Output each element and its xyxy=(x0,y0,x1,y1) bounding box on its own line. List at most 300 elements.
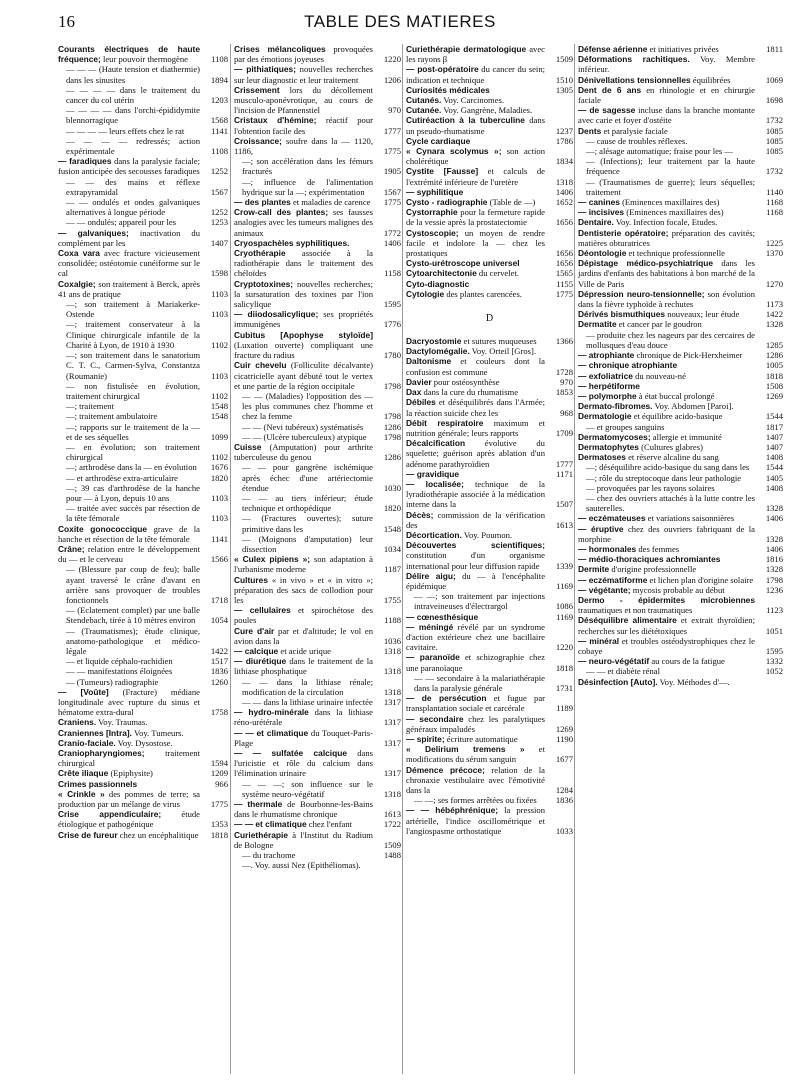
page-reference: 1317 xyxy=(383,737,401,748)
index-entry xyxy=(578,473,783,483)
index-entry xyxy=(578,401,783,411)
index-text: et troubles ostéodystrophiques chez le cobaye xyxy=(578,635,755,656)
page-reference: 1102 xyxy=(211,452,228,463)
page-reference: 1339 xyxy=(555,560,573,571)
index-entry xyxy=(406,105,573,115)
index-entry xyxy=(578,258,783,289)
index-entry xyxy=(58,217,228,227)
index-text: évolutive du squelette; guérison après ablation d'un adénome parathyroïdien xyxy=(406,438,545,469)
index-text: (Epiphysite) xyxy=(110,768,153,779)
index-entry xyxy=(234,64,401,84)
index-text: (Eminences maxillaires des) xyxy=(626,207,724,218)
index-entry xyxy=(578,85,783,105)
index-term: Délire aigu; xyxy=(406,570,456,581)
index-term: Décès; xyxy=(406,509,434,520)
page-reference: 1305 xyxy=(555,84,573,95)
page-reference: 1567 xyxy=(210,186,228,197)
page-reference: 1318 xyxy=(383,788,401,799)
index-text: au cours de la fatigue xyxy=(651,656,725,667)
index-column-3 xyxy=(402,44,573,1074)
index-entry xyxy=(234,330,401,361)
index-text: Voy. Gangrène, Maladies. xyxy=(443,105,533,116)
index-term: Décortication. xyxy=(406,529,462,540)
index-entry xyxy=(406,622,573,653)
page-reference: 1102 xyxy=(211,390,228,401)
index-entry xyxy=(58,156,228,176)
page-reference: 1103 xyxy=(211,309,228,320)
page-reference: 1328 xyxy=(765,503,783,514)
index-entry xyxy=(406,714,573,734)
index-term: — méningé xyxy=(406,621,454,632)
index-term: — cellulaires xyxy=(234,605,291,616)
index-entry xyxy=(578,564,783,574)
index-entry xyxy=(234,177,401,197)
index-term: Coxa vara xyxy=(58,248,100,259)
index-term: Dermatologie xyxy=(578,411,632,422)
index-term: — atrophiante xyxy=(578,350,635,361)
index-term: Cubitus [Apophyse styloïde] xyxy=(234,329,373,340)
page-reference: 1269 xyxy=(765,390,783,401)
page-reference: 1595 xyxy=(765,645,783,656)
index-text: et initiatives privées xyxy=(649,44,719,54)
page-reference: 1775 xyxy=(383,197,401,208)
index-column-2 xyxy=(230,44,401,1074)
index-entry xyxy=(578,381,783,391)
index-text: — — pour gangrène ischémique après échec d'une artériectomie étendue xyxy=(242,462,373,493)
index-term: Craniennes [Intra]. xyxy=(58,727,132,738)
index-text: et déséquilibrés dans l'Armée; la réaction suicide chez les xyxy=(406,397,545,418)
index-entry xyxy=(58,677,228,687)
index-entry xyxy=(58,136,228,156)
index-entry xyxy=(58,768,228,778)
index-entry xyxy=(406,734,573,744)
index-term: Davier xyxy=(406,376,432,387)
index-entry xyxy=(578,483,783,493)
index-entry xyxy=(578,493,783,513)
index-text: —; alésage automatique; fraise pour les — xyxy=(586,146,734,157)
page-reference: 1252 xyxy=(210,166,228,177)
page-reference: 1594 xyxy=(210,758,228,769)
index-entry xyxy=(234,279,401,310)
index-entry xyxy=(406,115,573,135)
index-text: — — manifestations éloignées xyxy=(66,666,173,677)
index-entry xyxy=(234,860,401,870)
index-text: Voy. Infection focale, Etudes. xyxy=(615,217,718,228)
index-text: et modifications du sérum sanguin xyxy=(406,744,545,765)
page-reference: 1366 xyxy=(555,336,573,347)
page-title: TABLE DES MATIERES xyxy=(304,12,496,31)
index-text: — provoquées par les rayons solaires xyxy=(586,482,715,493)
index-entry xyxy=(58,473,228,483)
index-entry xyxy=(58,64,228,84)
index-entry xyxy=(406,258,573,268)
page-reference: 1406 xyxy=(765,513,783,524)
page-reference: 1818 xyxy=(555,662,573,673)
index-term: Dax xyxy=(406,387,422,398)
index-text: — — — (Haute tension et diathermie) dans les sinusites xyxy=(66,64,200,85)
page-reference: 970 xyxy=(388,105,401,116)
index-term: Dérivés bismuthiques xyxy=(578,309,666,320)
page-reference: 1052 xyxy=(765,666,783,677)
page-reference: 1284 xyxy=(555,785,573,796)
index-entry xyxy=(234,360,401,391)
index-entry xyxy=(406,377,573,387)
index-term: Craniens. xyxy=(58,717,97,728)
page-reference: 1722 xyxy=(383,819,401,830)
index-term: — — et climatique xyxy=(234,819,307,830)
index-text: et maladies de carence xyxy=(292,197,371,208)
index-term: Cranio-faciale. xyxy=(58,737,116,748)
index-entry xyxy=(578,360,783,370)
index-text: et extrait thyroïdien; recherches sur les diététoxiques xyxy=(578,615,755,636)
index-term: Cristaux d'hémine; xyxy=(234,115,317,126)
index-entry xyxy=(406,387,573,397)
page-reference: 1169 xyxy=(556,611,573,622)
page-reference: 1732 xyxy=(765,115,783,126)
page-reference: 1317 xyxy=(383,717,401,728)
index-text: — et groupes sanguins xyxy=(586,421,665,432)
index-text: — (Traumatismes); étude clinique, anatomo-pathologique et médico-légale xyxy=(66,625,200,656)
index-entry xyxy=(234,309,401,329)
index-text: chez un encéphalitique xyxy=(119,829,199,840)
index-text: —; rapports sur le traitement de la — et de ses séquelles xyxy=(66,421,200,442)
index-term: — canines xyxy=(578,197,620,208)
index-entry xyxy=(406,228,573,259)
index-text: —; traitement conservateur à la Clinique chirurgicale infantile de la Charité à Lyon, de 1910 à 1930 xyxy=(66,319,200,350)
index-text: pour ostéosynthèse xyxy=(433,376,500,387)
index-entry xyxy=(58,830,228,840)
index-term: — exfoliatrice xyxy=(578,370,633,381)
index-text: — et arthrodèse extra-articulaire xyxy=(66,472,178,483)
page-reference: 1598 xyxy=(210,268,228,279)
index-term: Cultures xyxy=(234,574,268,585)
index-text: mycosis probable au début xyxy=(632,584,725,595)
index-entry xyxy=(58,809,228,829)
index-text: relation de la chronaxie vestibulaire avec l'émotivité dans la xyxy=(406,764,545,796)
index-entry xyxy=(578,177,783,197)
index-term: Dentaire. xyxy=(578,217,614,228)
index-entry xyxy=(234,677,401,697)
page-reference: 1775 xyxy=(383,146,401,157)
index-text: — — (Nevi tubéreux) systématisés xyxy=(242,421,364,432)
index-entry xyxy=(406,279,573,289)
index-text: écriture automatique xyxy=(446,734,518,744)
page-reference: 1780 xyxy=(383,350,401,361)
index-text: traitement chirurgical xyxy=(58,748,200,769)
index-entry xyxy=(406,44,573,64)
index-term: — localisée; xyxy=(406,478,464,489)
page-reference: 1270 xyxy=(765,278,783,289)
index-term: « Culex pipiens »; xyxy=(234,554,311,565)
index-term: — eczémateuses xyxy=(578,513,646,524)
page-reference: 1698 xyxy=(765,95,783,106)
index-entry xyxy=(578,656,783,666)
page-reference: 1269 xyxy=(555,723,573,734)
index-term: — herpétiforme xyxy=(578,380,640,391)
index-term: — paranoïde xyxy=(406,652,460,663)
page-reference: 970 xyxy=(560,376,573,387)
index-entry xyxy=(578,54,783,74)
index-text: nouveaux; leur étude xyxy=(667,309,740,320)
index-entry xyxy=(58,728,228,738)
index-entry xyxy=(58,248,228,279)
page-reference: 1099 xyxy=(210,431,228,442)
index-entry xyxy=(58,228,228,248)
index-term: Cutanée. xyxy=(406,105,442,116)
index-term: Dermite xyxy=(578,564,610,575)
page-reference: 1086 xyxy=(555,601,573,612)
index-text: — —; son traitement par injections intraveineuses d'électrargol xyxy=(414,591,545,612)
index-text: ses fausses analogies avec les tumeurs malignes des animaux xyxy=(234,207,373,238)
index-entry xyxy=(578,75,783,85)
page-reference: 1318 xyxy=(383,666,401,677)
page-reference: 1317 xyxy=(383,697,401,707)
index-term: Cuisse xyxy=(234,441,262,452)
index-entry xyxy=(406,591,573,611)
index-text: — — — — leurs effets chez le rat xyxy=(66,125,185,136)
page-reference: 1140 xyxy=(766,186,783,197)
page-reference: 1775 xyxy=(210,799,228,810)
index-term: — eczématiforme xyxy=(578,574,648,585)
page-reference: 1836 xyxy=(210,666,228,677)
index-text: ses propriétés immunigènes xyxy=(234,309,373,330)
page-reference: 1108 xyxy=(211,54,228,65)
index-text: dans un pseudo-rhumatisme xyxy=(406,115,545,136)
page-reference: 1187 xyxy=(384,564,401,575)
index-term: — chronique atrophiante xyxy=(578,360,678,371)
index-text: nouvelles recherches sur leur diagnostic et leur traitement xyxy=(234,64,373,85)
index-term: — de sagesse xyxy=(578,105,636,116)
index-term: Dents xyxy=(578,125,602,136)
index-text: — (Tumeurs) radiographie xyxy=(66,676,159,687)
index-entry xyxy=(234,44,401,64)
index-entry xyxy=(58,544,228,564)
index-term: Curiethérapie dermatologique xyxy=(406,44,527,54)
index-text: — — (Ulcère tuberculeux) atypique xyxy=(242,431,367,442)
index-entry xyxy=(578,677,783,687)
index-entry xyxy=(234,462,401,493)
page-reference: 1285 xyxy=(765,339,783,350)
index-term: Crissement xyxy=(234,84,280,95)
index-text: — (Infections); leur traitement par la haute fréquence xyxy=(586,156,755,177)
page-reference: 1236 xyxy=(765,584,783,595)
index-text: —; déséquilibre acido-basique du sang dans les xyxy=(586,462,750,473)
page-reference: 966 xyxy=(215,778,228,789)
index-term: — calcique xyxy=(234,645,279,656)
index-entry xyxy=(58,197,228,217)
index-term: Dermatite xyxy=(578,319,617,330)
index-text: et cancer par le goudron xyxy=(618,319,702,330)
index-entry xyxy=(58,564,228,605)
index-entry xyxy=(58,748,228,768)
index-term: — végétante; xyxy=(578,584,631,595)
page-reference: 1209 xyxy=(210,768,228,779)
index-entry xyxy=(234,136,401,156)
index-term: — minéral xyxy=(578,635,620,646)
page-reference: 1158 xyxy=(384,268,401,279)
index-entry xyxy=(58,350,228,381)
index-term: Débit respiratoire xyxy=(406,417,484,428)
index-entry xyxy=(406,673,573,693)
index-entry xyxy=(234,554,401,574)
index-text: son action cholérétique xyxy=(406,146,545,167)
page-reference: 1820 xyxy=(383,503,401,514)
index-entry xyxy=(406,438,573,469)
index-entry xyxy=(234,493,401,513)
index-entry xyxy=(234,432,401,442)
index-entry xyxy=(58,687,228,718)
page-reference: 1286 xyxy=(383,452,401,463)
index-text: préparation des cavités; matières obturatrices xyxy=(578,227,755,248)
index-text: (Cultures glabres) xyxy=(641,441,703,452)
page-reference: 1507 xyxy=(555,499,573,510)
index-text: du cancer du sein; indication et technique xyxy=(406,64,546,85)
page-reference: 1405 xyxy=(765,472,783,483)
page-reference: 1225 xyxy=(765,237,783,248)
index-entry xyxy=(234,534,401,554)
index-term: — — et climatique xyxy=(234,727,309,738)
index-text: — — dans la lithiase rénale; modification de la circulation xyxy=(242,676,373,697)
index-text: et acide urique xyxy=(280,645,331,656)
index-text: « in vivo » et « in vitro »; préparation des sacs de collodion pour les xyxy=(234,574,374,605)
index-entry xyxy=(406,693,573,713)
index-text: Voy. Méthodes d'—. xyxy=(659,676,730,687)
page-reference: 1286 xyxy=(383,421,401,432)
index-text: par et d'altitude; le vol en avion dans la xyxy=(234,625,373,646)
index-term: Crête iliaque xyxy=(58,768,109,779)
index-term: — — hébéphrénique; xyxy=(406,805,499,816)
page-reference: 1816 xyxy=(765,554,783,565)
page-reference: 1353 xyxy=(210,819,228,830)
index-term: Cutanés. xyxy=(406,95,442,106)
page-number: 16 xyxy=(58,12,75,31)
index-term: Dactylomégalie. xyxy=(406,346,470,357)
index-entry xyxy=(406,397,573,417)
page-reference: 1798 xyxy=(383,411,401,422)
page-reference: 1318 xyxy=(555,176,573,187)
index-text: — —; ses formes arrêtées ou fixées xyxy=(414,795,537,806)
index-text: réactif pour l'obtention facile des xyxy=(234,115,373,136)
index-entry xyxy=(406,146,573,166)
index-entry xyxy=(234,728,401,748)
index-term: — thermale xyxy=(234,799,283,810)
index-entry xyxy=(578,615,783,635)
index-entry xyxy=(578,156,783,176)
index-text: —; traitement xyxy=(66,401,114,412)
page-reference: 1408 xyxy=(765,482,783,493)
page-reference: 1613 xyxy=(555,519,573,530)
index-text: Voy. Tumeurs. xyxy=(134,727,184,738)
index-text: —; 39 cas d'arthrodèse de la hanche pour — à Lyon, depuis 10 ans xyxy=(66,482,200,503)
page-reference: 1005 xyxy=(765,360,783,371)
index-term: Dépression neuro-tensionnelle; xyxy=(578,288,705,299)
page-reference: 1103 xyxy=(211,513,228,524)
index-text: — — et diabète rénal xyxy=(586,666,660,677)
page-reference: 1103 xyxy=(211,492,228,503)
index-term: Décalcification xyxy=(406,438,466,449)
index-text: (Fracture) médiane longitudinale avec rupture du sinus et hématome extra-dural xyxy=(58,686,200,718)
index-text: (Luxation ouverte) compliquant une fracture du radius xyxy=(234,339,373,361)
index-entry xyxy=(578,371,783,381)
index-text: — — ondulés et ondes galvaniques alternatives à longue période xyxy=(66,197,200,218)
index-entry xyxy=(58,401,228,411)
index-entry xyxy=(406,510,573,530)
page-reference: 1818 xyxy=(765,370,783,381)
index-text: étude étiologique et pathogénique xyxy=(58,809,200,830)
index-text: Voy. Abdomen [Paroi]. xyxy=(654,401,734,412)
page-reference: 1155 xyxy=(556,278,573,289)
index-text: et paralysie faciale xyxy=(603,125,668,136)
index-entry xyxy=(234,115,401,135)
page-reference: 1318 xyxy=(383,645,401,656)
index-text: chez des ouvriers fabriquant de la morphine xyxy=(578,523,755,544)
index-text: — — des mains et réflexe extrapyramidal xyxy=(66,176,200,197)
page-reference: 1252 xyxy=(210,207,228,218)
index-term: Dacryostomie xyxy=(406,336,462,347)
index-entry xyxy=(58,411,228,421)
index-text: — cause de troubles réflexes. xyxy=(586,135,688,146)
index-term: — incisives xyxy=(578,207,625,218)
page-reference: 1317 xyxy=(383,768,401,779)
page-reference: 1509 xyxy=(555,54,573,65)
index-text: du nouveau-né xyxy=(635,370,686,381)
index-term: « Crinkle » xyxy=(58,788,105,799)
index-term: Craniopharyngiomes; xyxy=(58,748,145,759)
page-reference: 1422 xyxy=(210,645,228,656)
index-entry xyxy=(578,309,783,319)
page-reference: 1033 xyxy=(555,825,573,836)
page-reference: 968 xyxy=(560,407,573,418)
index-text: soufre dans la — 1120, 1186, xyxy=(234,135,373,157)
index-text: dans l'uricistie et rôle du calcium dans l'élimination urinaire xyxy=(234,748,373,779)
page-reference: 1677 xyxy=(555,754,573,765)
page-reference: 1613 xyxy=(383,809,401,820)
index-term: Déséquilibre alimentaire xyxy=(578,615,677,626)
page-reference: 1656 xyxy=(555,248,573,259)
index-entry xyxy=(406,418,573,438)
index-entry xyxy=(406,64,573,84)
index-term: Dermo - épidermites microbiennes xyxy=(578,594,755,605)
index-text: relation entre le développement du — et le cerveau xyxy=(58,543,200,565)
page-reference: 1103 xyxy=(211,288,228,299)
index-entry xyxy=(234,248,401,279)
index-text: et spirochétose des poules xyxy=(234,605,373,626)
index-text: — traitée avec succès par résection de la tête fémorale xyxy=(66,503,200,524)
index-entry xyxy=(406,469,573,479)
index-term: — hydro-minérale xyxy=(234,707,309,718)
index-entry xyxy=(58,666,228,676)
index-entry xyxy=(578,146,783,156)
page-reference: 1189 xyxy=(556,703,573,714)
page-reference: 1220 xyxy=(555,642,573,653)
index-term: — — sulfatée calcique xyxy=(234,748,348,759)
page-reference: 1517 xyxy=(210,656,228,667)
index-term: — syphilitique xyxy=(406,186,464,197)
index-text: avec fracture vicieusement consolidée; ostéotomie cunéiforme sur le cal xyxy=(58,248,200,279)
index-text: et lichen plan d'origine solaire xyxy=(649,574,754,585)
index-entry xyxy=(234,85,401,116)
page-reference: 1566 xyxy=(210,554,228,565)
index-text: du cervelet. xyxy=(478,268,519,279)
index-entry xyxy=(406,530,573,540)
index-text: — — dans la lithiase urinaire infectée xyxy=(242,697,373,707)
page-reference: 1565 xyxy=(555,268,573,279)
index-entry xyxy=(406,336,573,346)
index-entry xyxy=(578,452,783,462)
index-entry xyxy=(578,391,783,401)
index-text: — et liquide céphalo-rachidien xyxy=(66,656,173,667)
index-entry xyxy=(234,819,401,829)
